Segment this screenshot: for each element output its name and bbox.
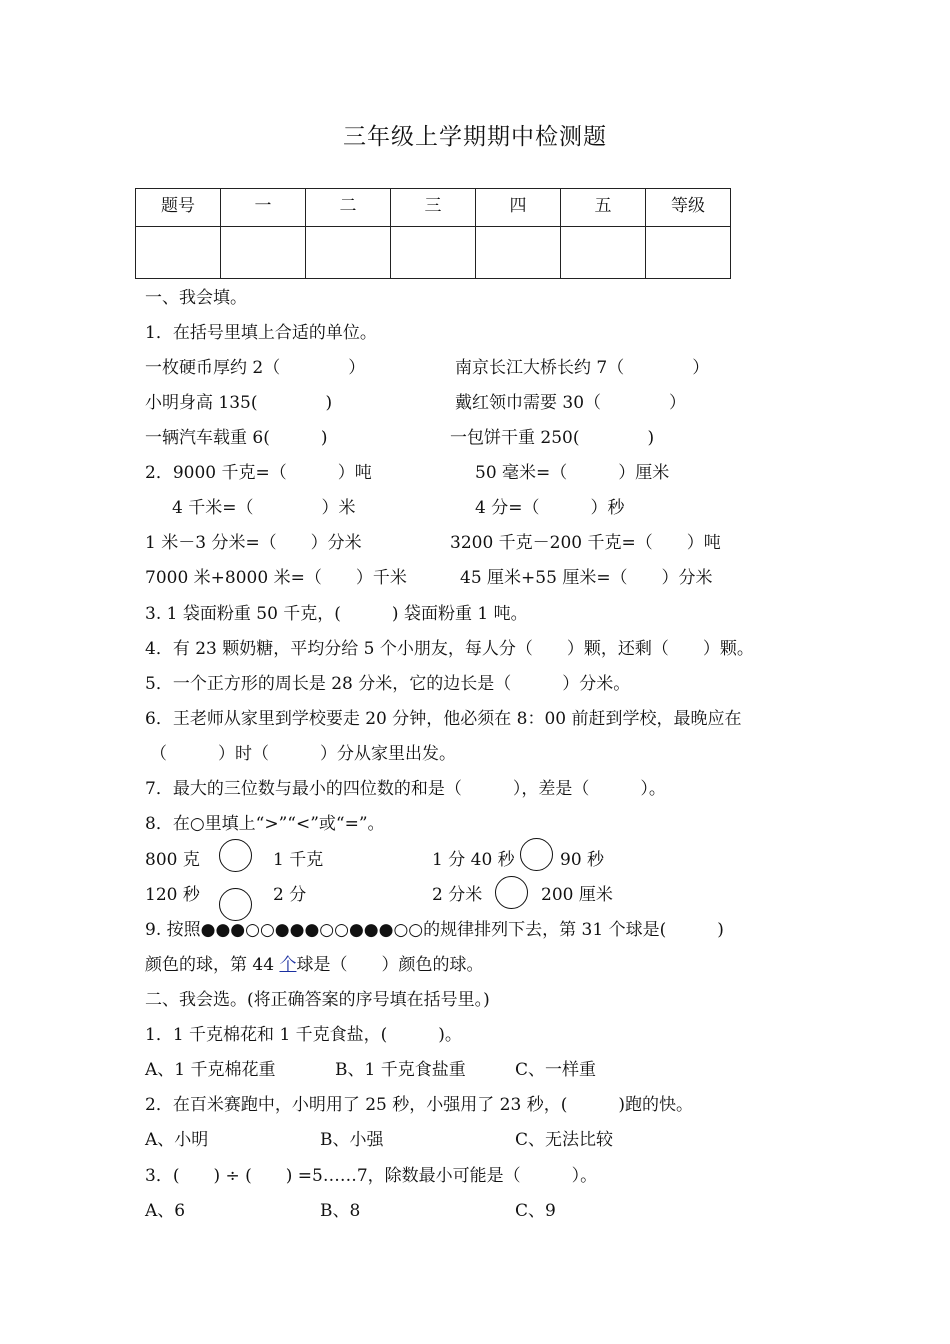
question-item: 4 分=（ ）秒 (475, 498, 625, 518)
score-table-header: 五 (561, 189, 646, 227)
question-item: 一枚硬币厚约 2（ ） (145, 358, 366, 378)
compare-right: 90 秒 (560, 850, 605, 870)
question-item: 1 米－3 分米=（ ）分米 (145, 533, 362, 553)
question-text: （ ）时（ ）分从家里出发。 (150, 744, 456, 764)
question-item: 3200 千克－200 千克=（ ）吨 (450, 533, 721, 553)
score-table-blank-row (136, 227, 731, 279)
score-cell (476, 227, 561, 279)
question-item: 一辆汽车载重 6( ) (145, 428, 328, 448)
compare-circle[interactable] (495, 876, 528, 909)
question-item: 50 毫米=（ ）厘米 (475, 463, 670, 483)
section-heading: 二、我会选。(将正确答案的序号填在括号里。) (145, 990, 490, 1010)
question-text: 1．1 千克棉花和 1 千克食盐，( )。 (145, 1025, 462, 1045)
question-item: 45 厘米+55 厘米=（ ）分米 (460, 568, 713, 588)
section-heading: 一、我会填。 (145, 288, 247, 308)
option-a: A、1 千克棉花重 (145, 1060, 276, 1080)
question-text: 1．在括号里填上合适的单位。 (145, 323, 377, 343)
option-b: B、8 (320, 1201, 361, 1221)
compare-right: 1 千克 (273, 850, 324, 870)
compare-left: 800 克 (145, 850, 200, 870)
option-c: C、无法比较 (515, 1130, 614, 1150)
option-c: C、一样重 (515, 1060, 597, 1080)
compare-circle[interactable] (520, 838, 553, 871)
question-text: 4．有 23 颗奶糖，平均分给 5 个小朋友，每人分（ ）颗，还剩（ ）颗。 (145, 639, 754, 659)
score-table (135, 188, 731, 279)
question-item: 戴红领巾需要 30（ ） (455, 393, 687, 413)
option-b: B、小强 (320, 1130, 384, 1150)
score-table-header: 四 (476, 189, 561, 227)
question-text: 5．一个正方形的周长是 28 分米，它的边长是（ ）分米。 (145, 674, 631, 694)
compare-right: 2 分 (273, 885, 307, 905)
compare-circle[interactable] (219, 839, 252, 872)
question-item: 小明身高 135( ) (145, 393, 333, 413)
page-title: 三年级上学期期中检测题 (343, 124, 607, 150)
question-text: 8．在○里填上“>”“<”或“=”。 (145, 814, 385, 834)
score-table-header: 三 (391, 189, 476, 227)
question-text: 9. 按照●●●○○●●●○○●●●○○的规律排列下去，第 31 个球是( ) (145, 920, 724, 940)
question-item: 一包饼干重 250( ) (450, 428, 655, 448)
score-table-header: 等级 (646, 189, 731, 227)
question-text: 颜色的球，第 44 个球是（ ）颜色的球。 (145, 955, 484, 975)
compare-left: 2 分米 (432, 885, 483, 905)
question-text: 6．王老师从家里到学校要走 20 分钟，他必须在 8：00 前赶到学校，最晚应在 (145, 709, 742, 729)
option-b: B、1 千克食盐重 (335, 1060, 466, 1080)
score-cell (391, 227, 476, 279)
question-text: 3. 1 袋面粉重 50 千克，( ) 袋面粉重 1 吨。 (145, 604, 528, 624)
score-table-header: 一 (221, 189, 306, 227)
score-cell (646, 227, 731, 279)
score-table-header: 二 (306, 189, 391, 227)
question-item: 4 千米=（ ）米 (172, 498, 356, 518)
score-cell (306, 227, 391, 279)
score-table-header-row (136, 189, 731, 227)
question-item: 2．9000 千克=（ ）吨 (145, 463, 372, 483)
question-text: 3．( ) ÷ ( ) =5……7，除数最小可能是（ ）。 (145, 1166, 598, 1186)
question-item: 南京长江大桥长约 7（ ） (455, 358, 710, 378)
score-cell (136, 227, 221, 279)
score-cell (561, 227, 646, 279)
compare-left: 120 秒 (145, 885, 200, 905)
option-a: A、6 (145, 1201, 186, 1221)
score-table-header: 题号 (136, 189, 221, 227)
option-a: A、小明 (145, 1130, 209, 1150)
score-cell (221, 227, 306, 279)
option-c: C、9 (515, 1201, 556, 1221)
compare-left: 1 分 40 秒 (432, 850, 515, 870)
compare-circle[interactable] (219, 888, 252, 921)
question-text: 2．在百米赛跑中，小明用了 25 秒，小强用了 23 秒，( )跑的快。 (145, 1095, 693, 1115)
compare-right: 200 厘米 (541, 885, 613, 905)
question-text: 7．最大的三位数与最小的四位数的和是（ ），差是（ ）。 (145, 779, 666, 799)
question-item: 7000 米+8000 米=（ ）千米 (145, 568, 407, 588)
